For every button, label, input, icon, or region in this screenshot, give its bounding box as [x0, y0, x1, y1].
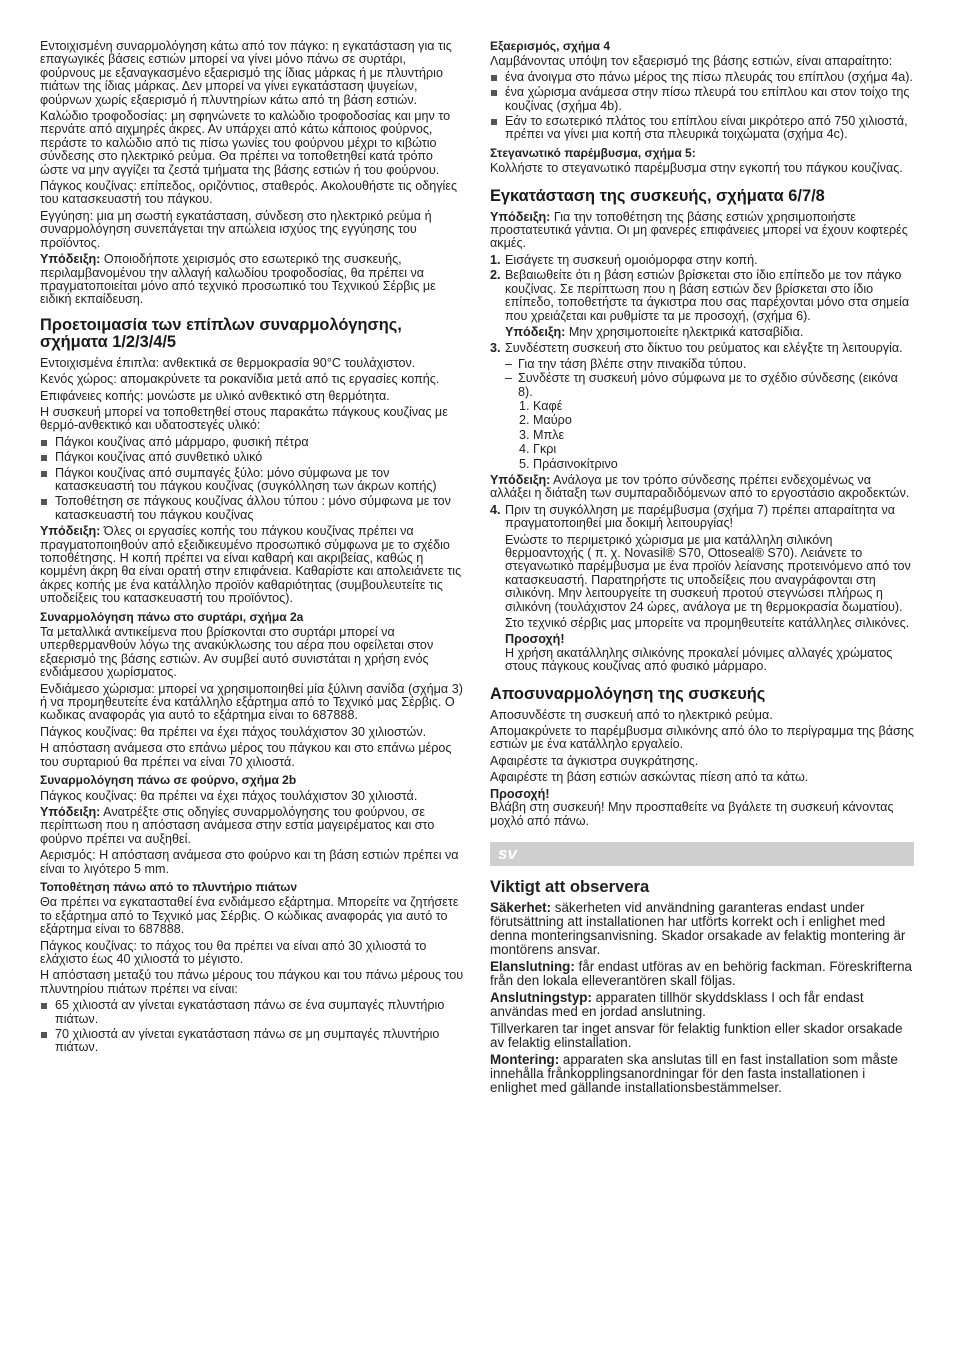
wire-colors-list: [519, 400, 914, 471]
sv-electrical: Elanslutning: får endast utföras av en behörig fackman. Föreskrifterna från den lokala elleverantören skall följas.: [490, 959, 912, 989]
worktop-list: [40, 436, 464, 522]
heading-ventilation: Εξαερισμός, σχήμα 4: [490, 39, 610, 53]
list-item: Πάγκοι κουζίνας από συνθετικό υλικό: [40, 451, 464, 464]
list-item: 3. Μπλε: [519, 427, 565, 442]
language-bar: [490, 842, 914, 866]
heading-oven: Συναρμολόγηση πάνω σε φούρνο, σχήμα 2b: [40, 773, 297, 788]
note-cutting: Υπόδειξη: Όλες οι εργασίες κοπής του πάγκου κουζίνας πρέπει να πραγματοποιηθούν από εξειδικευμένο προσωπικό σύμφωνα με το σχέδιο τοποθέτησης. Η κοπή πρέπει να είναι καθαρή και ακριβείας, καθώς η κομμένη άκρη θα είναι ορατή στην επιφάνεια. Καθαρίστε και απολειάνετε τις άκρες κοπής με ένα κατάλληλο προϊόν καθαριότητας (συμβουλευτείτε τις υποδείξεις του κατασκευαστή του προϊόντος).: [40, 524, 462, 606]
list-item: – Για την τάση βλέπε στην πινακίδα τύπου.: [505, 356, 747, 371]
paragraph-builtin-under: Εντοιχισμένη συναρμολόγηση κάτω από τον πάγκο: η εγκατάσταση για τις επαγωγικές βάσεις εστιών μπορεί να γίνει μόνο πάνω σε συρτάρι, φούρνους με εξαναγκασμένο εξαερισμό της ίδιας μάρκας ή με πλυντήριο πιάτων της ίδιας μάρκας. Δεν μπορεί να γίνει εγκατάσταση ψυγείων, φούρνων χωρίς εξαερισμό ή πλυντηρίων κάτω από τη βάση εστιών.: [40, 39, 452, 107]
dash-bullet: –: [505, 356, 513, 371]
paragraph-heat-resistant: Εντοιχισμένα έπιπλα: ανθεκτικά σε θερμοκρασία 90°C τουλάχιστον.: [40, 355, 416, 370]
note-service: Υπόδειξη: Οποιοδήποτε χειρισμός στο εσωτερικό της συσκευής, περιλαμβανομένου την αλλαγή καλωδίου τροφοδοσίας, θα πρέπει να πραγματοποιείται μόνο από τεχνικό προσωπικό του Τεχνικού Σέρβις με ειδική εκπαίδευση.: [40, 252, 436, 307]
paragraph-partition: Ενδιάμεσο χώρισμα: μπορεί να χρησιμοποιηθεί μία ξύλινη σανίδα (σχήμα 3) ή να προμηθευτείτε ένα κατάλληλο εξάρτημα από το Τεχνικό μας Σέρβις. Ο κωδικας αναφοράς για αυτό το εξάρτημα είναι το 687888.: [40, 681, 463, 723]
heading-drawer: Συναρμολόγηση πάνω στο συρτάρι, σχήμα 2a: [40, 609, 304, 624]
paragraph-ventilation-gap: Αερισμός: Η απόσταση ανάμεσα στο φούρνο και τη βάση εστιών πρέπει να είναι το λιγότερο 5 mm.: [40, 848, 459, 876]
step-item: 4. Πριν τη συγκόλληση με παρέμβυσμα (σχήμα 7) πρέπει απαραίτητα να πραγματοποιηθεί μια δοκιμή λειτουργίας! Ενώστε το περιμετρικό χώρισμα με μια κατάλληλη σιλικόνη θερμοαντοχής ( π. χ. Novasil® S70, Ottoseal® S70). Λειάνετε το στεγανωτικό παρέμβυσμα με ένα προϊόν λείανσης προτεινόμενο από τον κατασκευαστή. Παρατηρήστε τις υποδείξεις που αναγράφονται στη σιλικόνη. Μην λειτουργείτε τη συσκευή προτού στεγνώσει πλήρως η σιλικόνη (τουλάχιστον 24 ώρες, ανάλογα με τη θερμοκρασία δωματίου). Στο τεχνικό σέρβις μας μπορείτε να προμηθευτείτε κατάλληλες σιλικόνες. Προσοχή! Η χρήση ακατάλληλης σιλικόνης προκαλεί μόνιμες αλλαγές χρώματος στους πάγκους κουζίνας από φυσικό μάρμαρο.: [490, 504, 914, 674]
list-item: 1. Καφέ: [519, 398, 563, 413]
paragraph-dishwasher-thickness: Πάγκος κουζίνας: το πάχος του θα πρέπει να είναι από 30 χιλιοστά το ελάχιστο έως 40 χιλιοστά το μέγιστο.: [40, 938, 427, 966]
swedish-heading: Viktigt att observera: [490, 876, 650, 896]
paragraph-oven-thickness: Πάγκος κουζίνας: θα πρέπει να έχει πάχος τουλάχιστον 30 χιλιοστά.: [40, 788, 418, 803]
square-bullet-icon: [41, 440, 47, 446]
install-steps-continued: [490, 504, 914, 674]
paragraph-empty-space: Κενός χώρος: απομακρύνετε τα ροκανίδια μετά από τις εργασίες κοπής.: [40, 372, 440, 387]
square-bullet-icon: [41, 1003, 47, 1009]
square-bullet-icon: [41, 499, 47, 505]
list-item: ένα άνοιγμα στο πάνω μέρος της πίσω πλευράς του επίπλου (σχήμα 4a).: [490, 71, 914, 84]
caution-label: Προσοχή!: [490, 786, 550, 801]
square-bullet-icon: [491, 90, 497, 96]
square-bullet-icon: [41, 471, 47, 477]
dash-bullet: –: [505, 371, 513, 386]
paragraph-dishwasher-distance: Η απόσταση μεταξύ του πάνω μέρους του πάγκου και του πάνω μέρους του πλυντηρίου πιάτων πρέπει να είναι:: [40, 968, 464, 996]
heading-dishwasher: Τοποθέτηση πάνω από το πλυντήριο πιάτων: [40, 879, 298, 894]
list-item: Εάν το εσωτερικό πλάτος του επίπλου είναι μικρότερο από 750 χιλιοστά, πρέπει να γίνει μια κοπή στα πλευρικά τοιχώματα (σχήμα 4c).: [490, 115, 914, 142]
paragraph-drawer-distance: Η απόσταση ανάμεσα στο επάνω μέρος του πάγκου και στο επάνω μέρος του συρταριού θα πρέπει να είναι 70 χιλιοστά.: [40, 741, 452, 769]
list-item: 4. Γκρι: [519, 442, 557, 457]
heading-seal: Στεγανωτικό παρέμβυσμα, σχήμα 5:: [490, 145, 696, 160]
language-code: sv: [498, 843, 517, 863]
paragraph-remove-hooks: Αφαιρέστε τα άγκιστρα συγκράτησης.: [490, 753, 699, 768]
list-item: Τοποθέτηση σε πάγκους κουζίνας άλλου τύπου : μόνο σύμφωνα με τον κατασκευαστή του πάγκου κουζίνας: [40, 495, 464, 522]
paragraph-ventilation-intro: Λαμβάνοντας υπόψη τον εξαερισμό της βάσης εστιών, είναι απαραίτητο:: [490, 54, 893, 69]
square-bullet-icon: [41, 455, 47, 461]
heading-removal: Αποσυναρμολόγηση της συσκευής: [490, 684, 766, 703]
caution-label: Προσοχή!: [505, 632, 565, 647]
right-column: [490, 40, 914, 1098]
note-gloves: Υπόδειξη: Για την τοποθέτηση της βάσης εστιών χρησιμοποιήστε προστατευτικά γάντια. Οι μη φανερές επιφάνειες μπορεί να έχουν κοφτερές ακμές.: [490, 209, 908, 251]
list-item: – Συνδέστε τη συσκευή μόνο σύμφωνα με το σχέδιο σύνδεσης (εικόνα 8).: [505, 371, 898, 399]
dishwasher-list: [40, 999, 464, 1055]
paragraph-remove-power: Αποσυνδέστε τη συσκευή από το ηλεκτρικό ρεύμα.: [490, 707, 773, 722]
paragraph-drawer-thickness: Πάγκος κουζίνας: θα πρέπει να έχει πάχος τουλάχιστον 30 χιλιοστών.: [40, 724, 427, 739]
note-terminals: Υπόδειξη: Ανάλογα με τον τρόπο σύνδεσης πρέπει ενδεχομένως να αλλάξει η διάταξη των συμπαραδιδόμενων από το εργοστάσιο ακροδεκτών.: [490, 472, 910, 501]
paragraph-drawer-metal: Τα μεταλλικά αντικείμενα που βρίσκονται στο συρτάρι μπορεί να υπερθερμανθούν λόγω της ανακύκλωσης του αέρα που οφείλεται στον εξαερισμό της βάσης εστιών. Αν συμβεί αυτό συνιστάται η χρήση ενός ενδιάμεσου χωρίσματος.: [40, 625, 434, 680]
paragraph-silicone-service: Στο τεχνικό σέρβις μας μπορείτε να προμηθευτείτε κατάλληλες σιλικόνες.: [505, 616, 910, 631]
square-bullet-icon: [491, 75, 497, 81]
ventilation-list: [490, 71, 914, 142]
list-item: Πάγκοι κουζίνας από μάρμαρο, φυσική πέτρα: [40, 436, 464, 449]
paragraph-power-cable: Καλώδιο τροφοδοσίας: μη σφηνώνετε το καλώδιο τροφοδοσίας και μην το περνάτε από αιχμηρές άκρες. Αν υπάρχει από κάτω κάποιος φούρνος, περάστε το καλώδιο από τις πίσω γωνίες του φούρνου μέχρι το κιβώτιο σύνδεσης στο ηλεκτρικό ρεύμα. Θα πρέπει να τοποθετηθεί κατά τρόπο ώστε να μην αγγίζει τα ζεστά τμήματα της βάσης εστιών ή του φούρνου.: [40, 109, 451, 177]
paragraph-dishwasher-accessory: Θα πρέπει να εγκατασταθεί ένα ενδιάμεσο εξάρτημα. Μπορείτε να ζητήσετε το εξάρτημα από το Τεχνικό μας Σέρβις. Ο κώδικας αναφοράς για αυτό το εξάρτημα είναι το 687888.: [40, 895, 459, 937]
sv-liability: Tillverkaren tar inget ansvar för felaktig funktion eller skador orsakade av felaktig elinstallation.: [490, 1021, 903, 1051]
paragraph-marble-caution: Η χρήση ακατάλληλης σιλικόνης προκαλεί μόνιμες αλλαγές χρώματος στους πάγκους κουζίνας από φυσικό μάρμαρο.: [505, 645, 893, 674]
list-item: ένα χώρισμα ανάμεσα στην πίσω πλευρά του επίπλου και στον τοίχο της κουζίνας (σχήμα 4b).: [490, 86, 914, 113]
list-item: 2. Μαύρο: [519, 413, 572, 428]
sv-safety: Säkerhet: säkerheten vid användning garanteras endast under förutsättning att installationen har utförts korrekt och i enlighet med denna monteringsanvisning. Skador orsakade av felaktig montering är montörens ansvar.: [490, 900, 906, 958]
connection-dash-list: [505, 358, 914, 399]
paragraph-silicone: Ενώστε το περιμετρικό χώρισμα με μια κατάλληλη σιλικόνη θερμοαντοχής ( π. χ. Novasil® S70, Ottoseal® S70). Λειάνετε το στεγανωτικό παρέμβυσμα με ένα προϊόν λείανσης προτεινόμενο από τον κατασκευαστή. Παρατηρήστε τις υποδείξεις που αναγράφονται στη σιλικόνη. Μην λειτουργείτε τη συσκευή προτού στεγνώσει πλήρως η σιλικόνη (τουλάχιστον 24 ώρες, ανάλογα με τη θερμοκρασία δωματίου).: [505, 532, 911, 614]
list-item: 65 χιλιοστά αν γίνεται εγκατάσταση πάνω σε ένα συμπαγές πλυντήριο πιάτων.: [40, 999, 464, 1026]
note-oven: Υπόδειξη: Ανατρέξτε στις οδηγίες συναρμολόγησης του φούρνου, σε περίπτωση που η απόσταση ανάμεσα στην εστία μαγειρέματος και στο φούρνο πρέπει να αυξηθεί.: [40, 804, 435, 846]
square-bullet-icon: [491, 119, 497, 125]
note-screwdrivers: Υπόδειξη: Μην χρησιμοποιείτε ηλεκτρικά κατσαβίδια.: [505, 324, 804, 339]
step-item: 1. Εισάγετε τη συσκευή ομοιόμορφα στην κοπή.: [490, 252, 758, 267]
sv-connection-type: Anslutningstyp: apparaten tillhör skyddsklass I och får endast användas med en jordad anslutning.: [490, 990, 864, 1020]
paragraph-removal-caution: Βλάβη στη συσκευή! Μην προσπαθείτε να βγάλετε τη συσκευή κάνοντας μοχλό από πάνω.: [490, 800, 894, 828]
list-item: Πάγκοι κουζίνας από συμπαγές ξύλο: μόνο σύμφωνα με τον κατασκευαστή του πάγκου κουζίνας (συγκόλληση των άκρων κοπής): [40, 467, 464, 494]
paragraph-warranty: Εγγύηση: μια μη σωστή εγκατάσταση, σύνδεση στο ηλεκτρικό ρεύμα ή συναρμολόγηση συνεπάγεται την απώλεια ισχύος της εγγύησης του προϊόντος.: [40, 208, 432, 250]
step-item: 2. Βεβαιωθείτε ότι η βάση εστιών βρίσκεται στο ίδιο επίπεδο με τον πάγκο κουζίνας. Σε περίπτωση που η βάση εστιών δεν βρίσκεται στο ίδιο επίπεδο, τοποθετήστε τα άγκιστρα που σας παρέχονται μόνο στα σημεία που χρειάζεται και ρυθμίστε τα με προσοχή, (σχήμα 6). Υπόδειξη: Μην χρησιμοποιείτε ηλεκτρικά κατσαβίδια.: [490, 269, 914, 339]
list-item: 5. Πράσινοκίτρινο: [519, 456, 618, 471]
square-bullet-icon: [41, 1032, 47, 1038]
list-item: 70 χιλιοστά αν γίνεται εγκατάσταση πάνω σε μη συμπαγές πλυντήριο πιάτων.: [40, 1028, 464, 1055]
sv-mounting: Montering: apparaten ska anslutas till en fast installation som måste innehålla frånkopplingsanordningar för den fasta installationen i enlighet med gällande installationsbestämmelser.: [490, 1052, 898, 1096]
heading-install: Εγκατάσταση της συσκευής, σχήματα 6/7/8: [490, 186, 825, 205]
paragraph-cut-surfaces: Επιφάνειες κοπής: μονώστε με υλικό ανθεκτικό στη θερμότητα.: [40, 388, 390, 403]
paragraph-remove-seal: Απομακρύνετε το παρέμβυσμα σιλικόνης από όλο το περίγραμμα της βάσης εστιών με ένα κατάλληλο εργαλείο.: [490, 724, 914, 752]
paragraph-worktop-types: Η συσκευή μπορεί να τοποθετηθεί στους παρακάτω πάγκους κουζίνας με θερμό-ανθεκτικό και υδατοστεγές υλικό:: [40, 404, 448, 433]
paragraph-seal: Κολλήστε το στεγανωτικό παρέμβυσμα στην εγκοπή του πάγκου κουζίνας.: [490, 161, 903, 176]
install-steps: [490, 254, 914, 356]
left-column: [40, 40, 464, 1058]
paragraph-worktop: Πάγκος κουζίνας: επίπεδος, οριζόντιος, σταθερός. Ακολουθήστε τις οδηγίες του κατασκευαστή του πάγκου.: [40, 179, 458, 207]
paragraph-remove-hob: Αφαιρέστε τη βάση εστιών ασκώντας πίεση από τα κάτω.: [490, 770, 809, 785]
heading-furniture-prep: Προετοιμασία των επίπλων συναρμολόγησης, σχήματα 1/2/3/4/5: [40, 315, 402, 351]
step-item: 3. Συνδέστετη συσκευή στο δίκτυο του ρεύματος και ελέγξτε τη λειτουργία.: [490, 341, 903, 356]
